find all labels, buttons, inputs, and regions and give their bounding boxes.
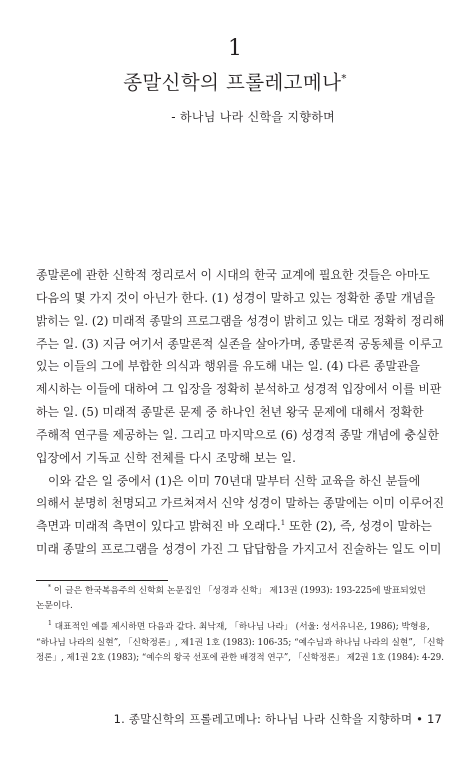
body-line: 제시하는 이들에 대하여 그 입장을 정확히 분석하고 성경적 입장에서 이를 비판 bbox=[36, 382, 442, 397]
body-line: 이와 같은 일 중에서 (1)은 이미 70년대 말부터 신학 교육을 하신 분들에 bbox=[48, 473, 421, 488]
running-footer: 1. 종말신학의 프롤레고메나: 하나님 나라 신학을 지향하며 • 17 bbox=[113, 712, 442, 726]
body-line: 미래 종말의 프로그램을 성경이 가진 그 답답함을 가지고서 진술하는 일도 이미 bbox=[36, 542, 442, 557]
body-line: 있는 이들의 그에 부합한 의식과 행위를 유도해 내는 일. (4) 다른 종말관을 bbox=[36, 359, 420, 374]
chapter-title bbox=[0, 70, 470, 96]
body-line: 밝히는 일. (2) 미래적 종말의 프로그램을 성경이 밝히고 있는 대로 정확히 정리해 bbox=[36, 313, 444, 328]
footnote-1-cont: “하나님 나라의 실현”, 「신학정론」, 제1권 1호 (1983): 106-35; “예수님과 하나님 나라의 실현”, 「신학 bbox=[36, 637, 444, 648]
body-line: 주는 일. (3) 지금 여기서 종말론적 실존을 살아가며, 종말론적 공동체를 이루고 bbox=[36, 336, 443, 351]
footnote-star-cont: 논문이다. bbox=[36, 601, 73, 612]
chapter-number: 1 bbox=[228, 36, 242, 61]
chapter-subtitle: - 하나님 나라 신학을 지향하며 bbox=[171, 110, 335, 124]
footnote-1-mark: 1 bbox=[48, 620, 52, 628]
body-line: 하는 일. (5) 미래적 종말론 문제 중 하나인 천년 왕국 문제에 대해서 정확한 bbox=[36, 405, 424, 420]
body-line: 종말론에 관한 신학적 정리로서 이 시대의 한국 교계에 필요한 것들은 아마도 bbox=[36, 268, 430, 282]
footnotes bbox=[36, 584, 444, 666]
chapter-title-text: 종말신학의 프롤레고메나 bbox=[123, 71, 342, 94]
body-line: 입장에서 기독교 신학 전체를 다시 조망해 보는 일. bbox=[36, 450, 296, 465]
footnote-1: $^1$ 대표적인 예를 제시하면 다음과 같다. 최낙재, 「하나님 나라」 (서울: 성서유니온, 1986); 박형용, bbox=[48, 620, 430, 633]
body-line: 주해적 연구를 제공하는 일. 그리고 마지막으로 (6) 성경적 종말 개념에 충실한 bbox=[36, 427, 440, 442]
title-footnote-mark[interactable]: * bbox=[341, 73, 347, 85]
footnote-star-mark: * bbox=[48, 584, 51, 592]
footnote-1-cont: 정론」, 제1권 2호 (1983); “예수의 왕국 선포에 관한 배경적 연구”, 「신학정론」 제2권 1호 (1984): 4-29. bbox=[36, 652, 444, 663]
footnote-ref-1[interactable]: 1 bbox=[280, 519, 286, 528]
body-line: 의해서 분명히 천명되고 가르쳐져서 신약 성경이 말하는 종말에는 이미 이루어진 bbox=[36, 496, 444, 511]
footnote-divider bbox=[36, 580, 168, 581]
body-text bbox=[36, 264, 444, 561]
footnote-star: * 이 글은 한국복음주의 신학회 논문집인 「성경과 신학」 제13권 (1993): 193-225에 발표되었던 bbox=[48, 584, 426, 596]
body-line: 다음의 몇 가지 것이 아닌가 한다. (1) 성경이 말하고 있는 정확한 종말 개념을 bbox=[36, 290, 436, 305]
body-line: 측면과 미래적 측면이 있다고 밝혀진 바 오래다.$^1$ 또한 (2), 즉, 성경이 말하는 bbox=[36, 519, 432, 534]
